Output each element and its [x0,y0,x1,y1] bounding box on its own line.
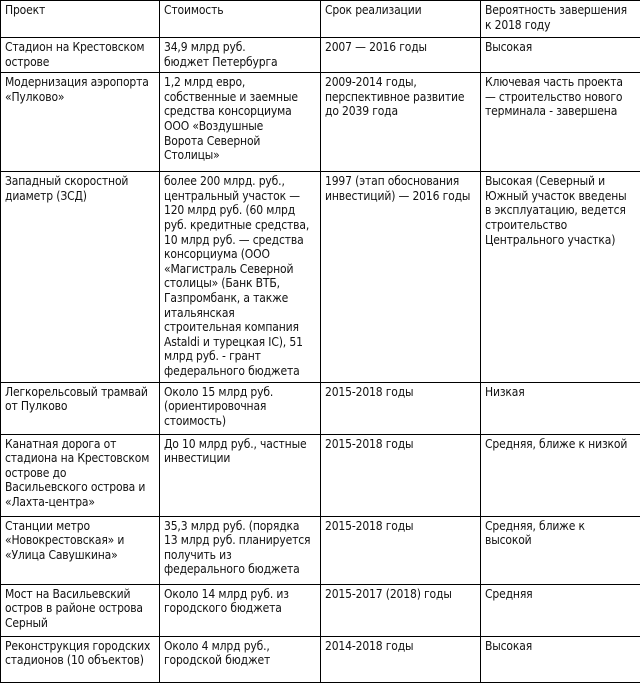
cell-project: Западный скоростной диаметр (ЗСД) [1,172,160,382]
cell-cost: Около 15 млрд руб. (ориентировочная стоимость) [160,382,321,434]
cell-term: 2009-2014 годы, перспективное развитие до 2039 года [321,73,481,172]
cell-cost: До 10 млрд руб., частные инвестиции [160,434,321,516]
table-row [1,382,640,434]
header-cell-term: Срок реализации [321,1,481,38]
cell-project: Мост на Васильевский остров в районе острова Серный [1,584,160,636]
cell-probability: Высокая [481,38,640,73]
cell-term: 2015-2018 годы [321,382,481,434]
cell-project: Реконструкция городских стадионов (10 объектов) [1,636,160,682]
table-header-row [1,1,640,38]
table-row [1,73,640,172]
table-row [1,38,640,73]
cell-probability: Высокая (Северный и Южный участок введены в эксплуатацию, ведется строительство Центрального участка) [481,172,640,382]
cell-cost: 35,3 млрд руб. (порядка 13 млрд руб. планируется получить из федерального бюджета [160,516,321,584]
cell-cost: Около 14 млрд руб. из городского бюджета [160,584,321,636]
cell-probability: Средняя [481,584,640,636]
cell-cost: 1,2 млрд евро, собственные и заемные средства консорциума ООО «Воздушные Ворота Северной Столицы» [160,73,321,172]
table-row [1,636,640,682]
table-row [1,516,640,584]
cell-term: 2015-2018 годы [321,516,481,584]
cell-probability: Высокая [481,636,640,682]
header-cell-cost: Стоимость [160,1,321,38]
cell-term: 2015-2018 годы [321,434,481,516]
cell-cost: Около 4 млрд руб., городской бюджет [160,636,321,682]
cell-project: Станции метро «Новокрестовская» и «Улица Савушкина» [1,516,160,584]
cell-project: Модернизация аэропорта «Пулково» [1,73,160,172]
cell-probability: Средняя, ближе к высокой [481,516,640,584]
header-cell-project: Проект [1,1,160,38]
table-row [1,172,640,382]
cell-project: Канатная дорога от стадиона на Крестовском острове до Васильевского острова и «Лахта-центра» [1,434,160,516]
cell-term: 2015-2017 (2018) годы [321,584,481,636]
cell-probability: Низкая [481,382,640,434]
cell-probability: Средняя, ближе к низкой [481,434,640,516]
cell-term: 1997 (этап обоснования инвестиций) — 2016 годы [321,172,481,382]
table-row [1,434,640,516]
table-row [1,584,640,636]
cell-probability: Ключевая часть проекта — строительство нового терминала - завершена [481,73,640,172]
cell-cost: более 200 млрд. руб., центральный участок — 120 млрд руб. (60 млрд руб. кредитные средства, 10 млрд руб. — средства консорциума (ООО «Магистраль Северной столицы» (Банк ВТБ, Газпромбанк, а также итальянская строительная компания Astaldi и турецкая IC), 51 млрд руб. - грант федерального бюджета [160,172,321,382]
cell-project: Стадион на Крестовском острове [1,38,160,73]
cell-project: Легкорельсовый трамвай от Пулково [1,382,160,434]
header-cell-probability: Вероятность завершения к 2018 году [481,1,640,38]
cell-term: 2014-2018 годы [321,636,481,682]
cell-term: 2007 — 2016 годы [321,38,481,73]
cell-cost: 34,9 млрд руб. бюджет Петербурга [160,38,321,73]
